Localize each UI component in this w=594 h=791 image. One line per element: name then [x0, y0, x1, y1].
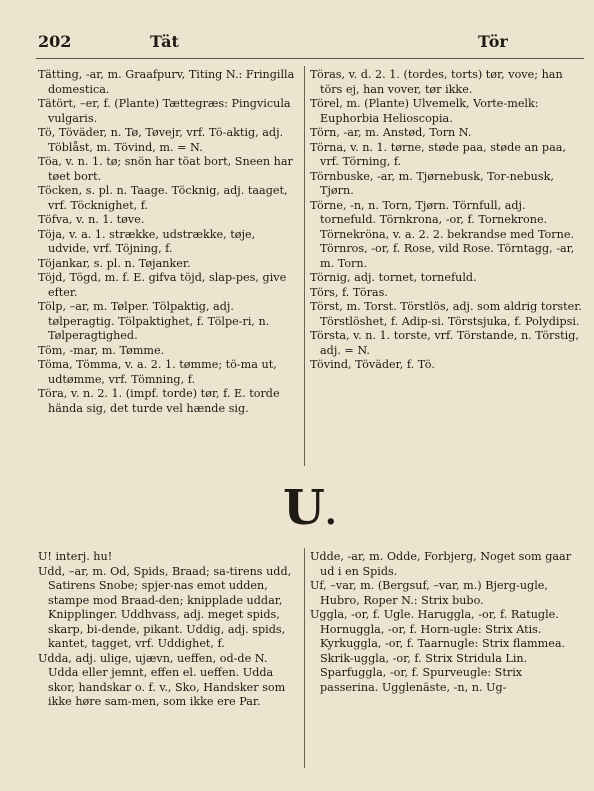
column-divider-top [304, 66, 305, 466]
entry: Törel, m. (Plante) Ulvemelk, Vorte-melk: Euphorbia Helioscopia. [310, 97, 539, 125]
entry: Törsta, v. n. 1. torste, vrf. Törstande, n. Törstig, adj. = N. [310, 329, 579, 357]
entry: Tölp, –ar, m. Tølper. Tölpaktig, adj. tølperagtig. Tölpaktighet, f. Tölpe-ri, n. Tølperagtighed. [38, 300, 270, 342]
entry: Törnig, adj. tornet, tornefuld. [310, 271, 477, 284]
column-divider-bottom [304, 548, 305, 768]
page-number: 202 [38, 32, 72, 51]
entry: Udde, -ar, m. Odde, Forbjerg, Noget som gaar ud i en Spids. [310, 550, 572, 578]
entry: Töa, v. n. 1. tø; snön har töat bort, Sneen har tøet bort. [38, 155, 293, 183]
entry: Udd, –ar, m. Od, Spids, Braad; sa-tirens udd, Satirens Snobe; spjer-nas emot udden, stampe mod Braad-den; knipplade uddar, Knipplinger. Uddhvass, adj. meget spids, skarp, bi-dende, pikant. Uddig, adj. spids, kantet, tagget, vrf. Uddighet, f. [38, 564, 292, 650]
section-letter: U [283, 480, 325, 536]
entry: Tö, Töväder, n. Tø, Tøvejr, vrf. Tö-aktig, adj. Töblåst, m. Tövind, m. = N. [38, 126, 284, 154]
left-column-top [38, 68, 298, 416]
entry: Töras, v. d. 2. 1. (tordes, torts) tør, vove; han törs ej, han vover, tør ikke. [310, 68, 563, 96]
running-head-right: Tör [478, 32, 508, 51]
right-column-bottom [310, 550, 582, 695]
entry: Töjankar, s. pl. n. Tøjanker. [38, 256, 191, 270]
entry: Töcken, s. pl. n. Taage. Töcknig, adj. taaget, vrf. Töcknighet, f. [38, 184, 288, 212]
entry: Töfva, v. n. 1. tøve. [38, 213, 145, 226]
running-head-left: Tät [150, 32, 179, 51]
entry: Törnbuske, -ar, m. Tjørnebusk, Tor-nebusk, Tjørn. [310, 169, 554, 197]
entry: Törs, f. Töras. [310, 285, 388, 299]
entry: Törst, m. Torst. Törstlös, adj. som aldrig torster. Törstlöshet, f. Adip-si. Törstsjuka, f. Polydipsi. [310, 300, 582, 328]
entry: Tätting, -ar, m. Graafpurv, Titing N.: Fringilla domestica. [38, 68, 295, 96]
section-letter-heading [283, 480, 337, 541]
entry: Törne, -n, n. Torn, Tjørn. Törnfull, adj. tornefuld. Törnkrona, -or, f. Tornekrone. Törnekröna, v. a. 2. 2. bekrandse med Torne. Törnros, -or, f. Rose, vild Rose. Törntagg, -ar, m. Torn. [310, 198, 575, 270]
header-rule [36, 58, 584, 59]
left-column-bottom [38, 550, 298, 710]
entry: Tätört, –er, f. (Plante) Tættegræs: Pingvicula vulgaris. [38, 97, 291, 125]
entry: Töma, Tömma, v. a. 2. 1. tømme; tö-ma ut, udtømme, vrf. Tömning, f. [38, 358, 277, 386]
entry: Töjd, Tögd, m. f. E. gifva töjd, slap-pes, give efter. [38, 271, 287, 299]
entry: Uf, –var, m. (Bergsuf, –var, m.) Bjerg-ugle, Hubro, Roper N.: Strix bubo. [310, 579, 548, 607]
entry: Törn, -ar, m. Anstød, Torn N. [310, 126, 472, 139]
entry: Töra, v. n. 2. 1. (impf. torde) tør, f. E. torde hända sig, det turde vel hænde sig. [38, 387, 280, 415]
entry: Töm, -mar, m. Tømme. [38, 343, 165, 357]
entry: Törna, v. n. 1. tørne, støde paa, støde an paa, vrf. Törning, f. [310, 140, 566, 168]
section-letter-dot: . [324, 493, 337, 533]
entry: U! interj. hu! [38, 550, 113, 563]
entry: Töja, v. a. 1. strække, udstrække, tøje, udvide, vrf. Töjning, f. [38, 227, 256, 255]
right-column-top [310, 68, 582, 373]
entry: Udda, adj. ulige, ujævn, ueffen, od-de N. Udda eller jemnt, effen el. ueffen. Udda skor, handskar o. f. v., Sko, Handsker som ikke høre sam-men, som ikke ere Par. [38, 651, 286, 708]
entry: Uggla, -or, f. Ugle. Haruggla, -or, f. Ratugle. Hornuggla, -or, f. Horn-ugle: Strix Atis. Kyrkuggla, -or, f. Taarnugle: Strix flammea. Skrik-uggla, -or, f. Strix Stridula Lin. Sparfuggla, -or, f. Spurveugle: Strix passerina. Ugglenäste, -n, n. Ug- [310, 608, 566, 694]
entry: Tövind, Töväder, f. Tö. [310, 358, 435, 371]
